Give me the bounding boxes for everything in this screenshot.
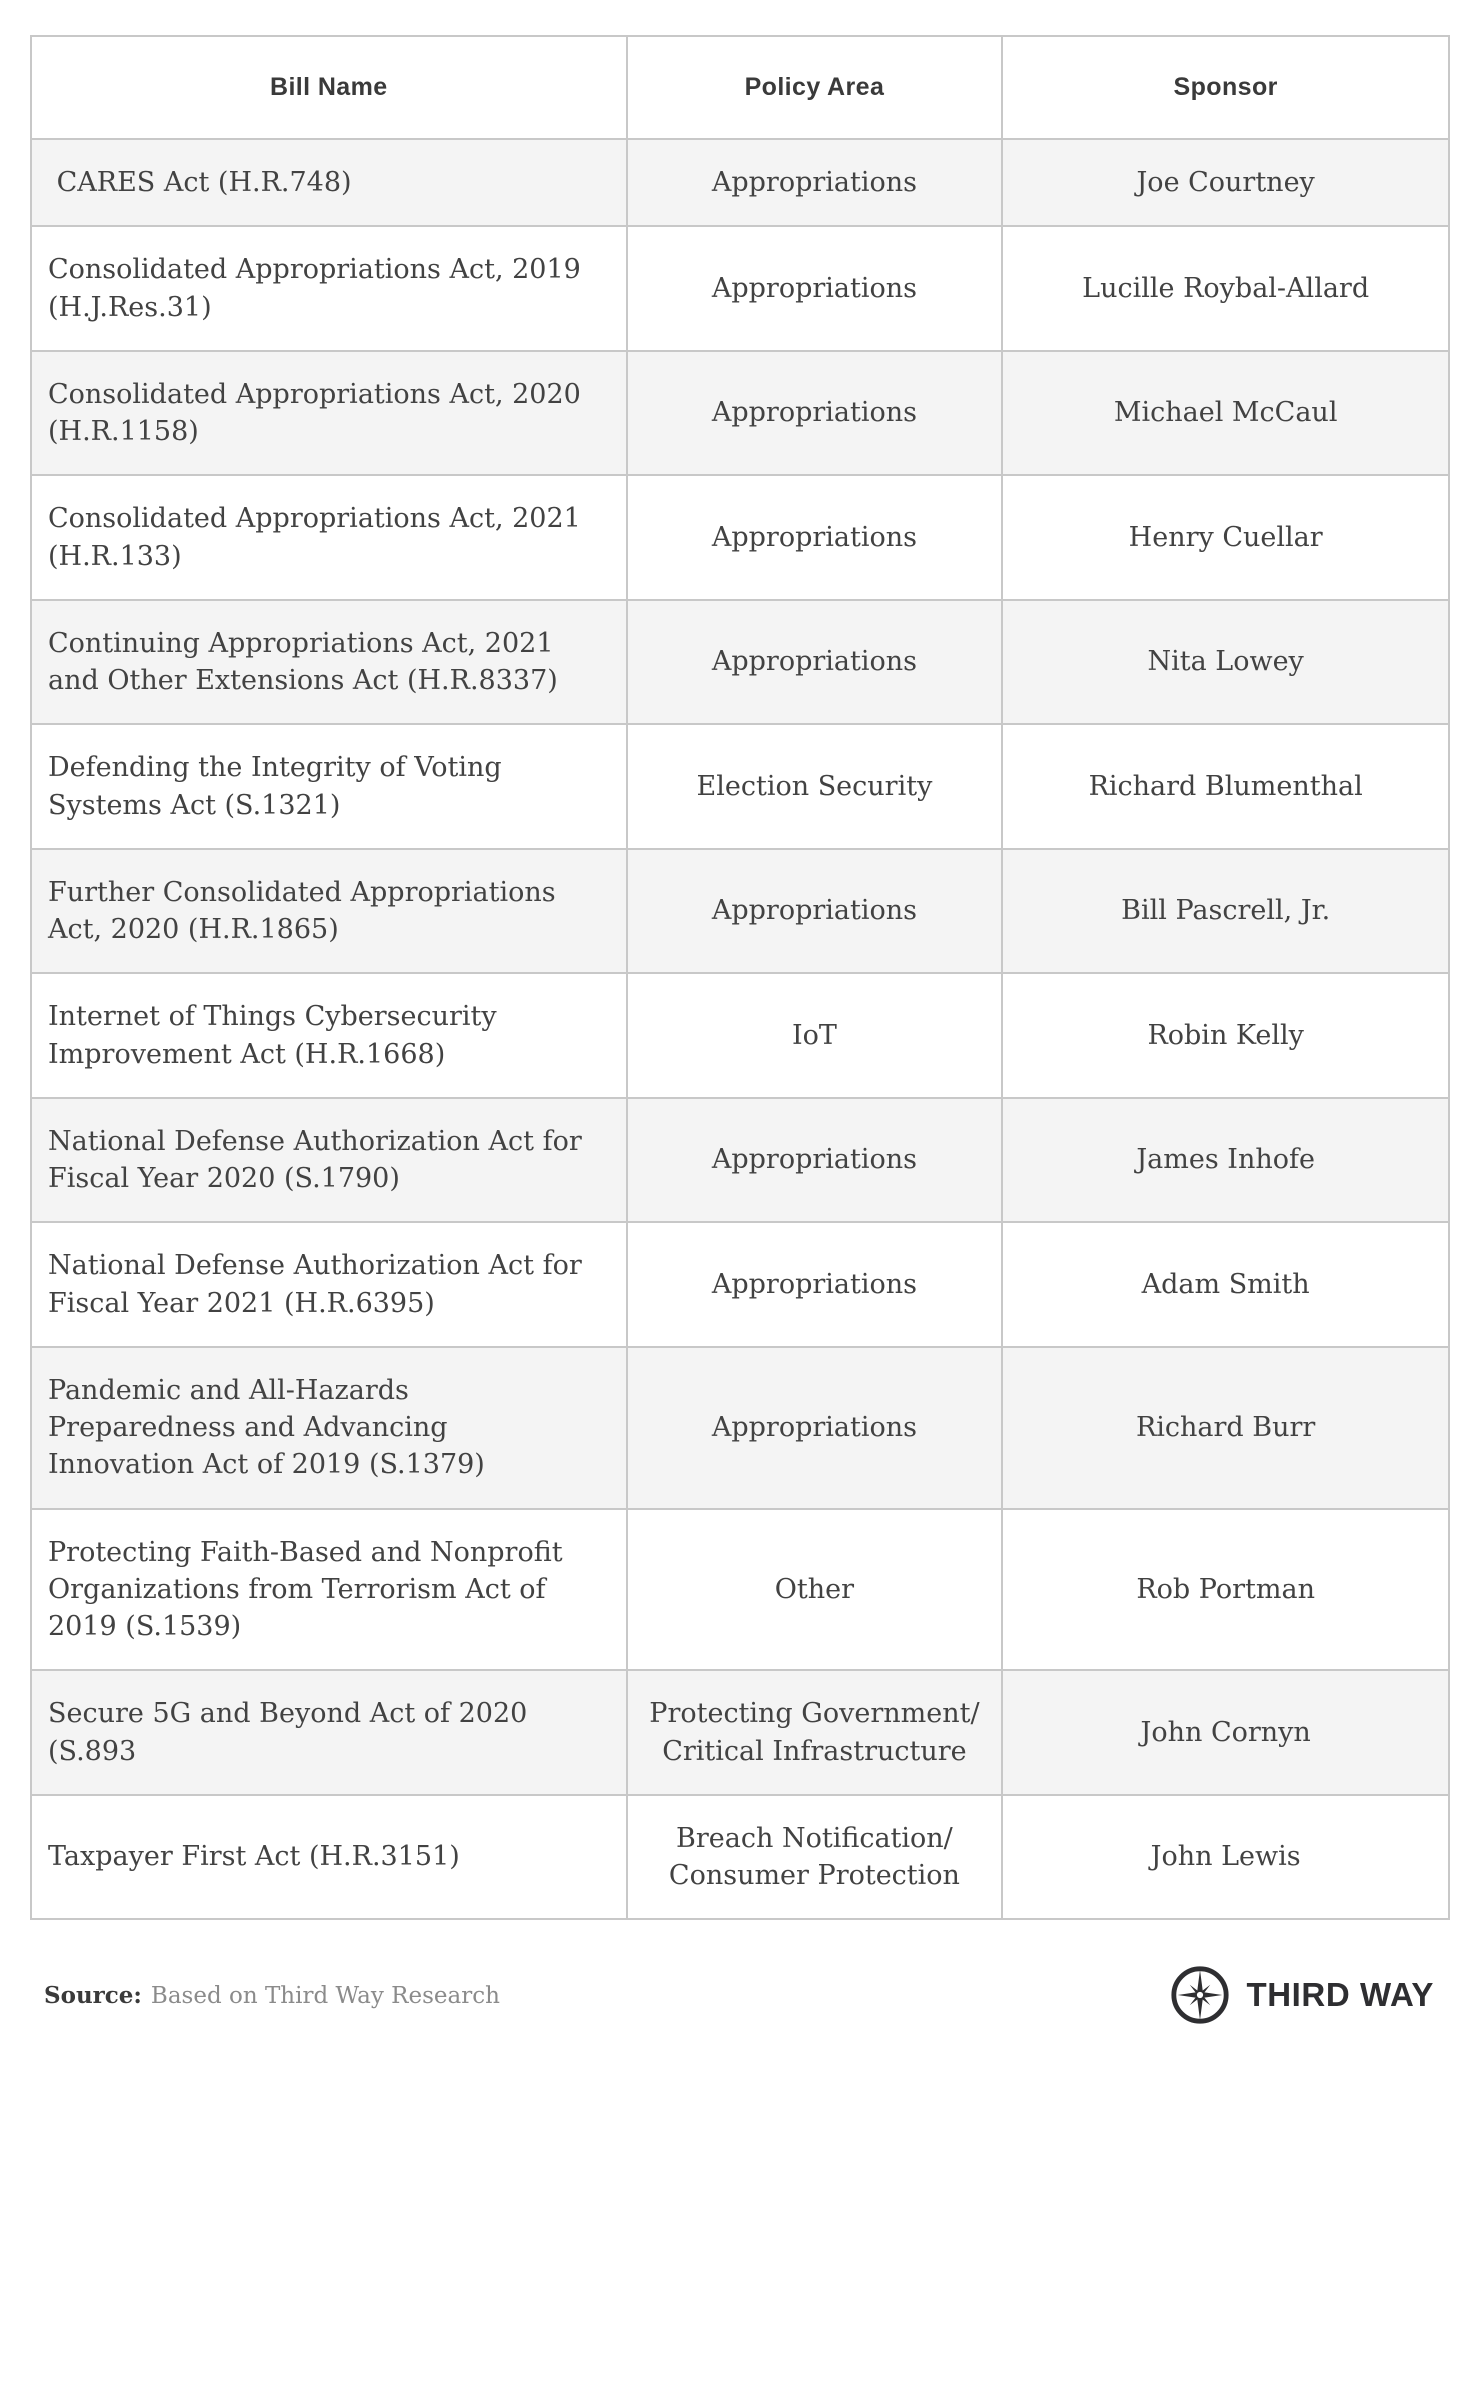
col-header-sponsor: Sponsor (1002, 36, 1449, 139)
table-row (31, 475, 1449, 600)
table-row (31, 1670, 1449, 1795)
policy-area-cell: Appropriations (627, 1098, 1003, 1223)
sponsor-cell: Nita Lowey (1002, 600, 1449, 725)
sponsor-cell: Robin Kelly (1002, 973, 1449, 1098)
table-row (31, 849, 1449, 974)
bill-name-cell: Consolidated Appropriations Act, 2021 (H.R.133) (31, 475, 627, 600)
source-text: Based on Third Way Research (150, 1982, 500, 2009)
table-row (31, 1098, 1449, 1223)
sponsor-cell: Joe Courtney (1002, 139, 1449, 226)
bill-name-cell: Protecting Faith-Based and Nonprofit Organizations from Terrorism Act of 2019 (S.1539) (31, 1509, 627, 1671)
col-header-policy-area: Policy Area (627, 36, 1003, 139)
bill-name-cell: Further Consolidated Appropriations Act, 2020 (H.R.1865) (31, 849, 627, 974)
source-label: Source: (44, 1981, 142, 2009)
sponsor-cell: John Cornyn (1002, 1670, 1449, 1795)
policy-area-cell: Protecting Government/ Critical Infrastructure (627, 1670, 1003, 1795)
policy-area-cell: Appropriations (627, 1222, 1003, 1347)
third-way-logo (1169, 1964, 1434, 2026)
compass-icon (1169, 1964, 1231, 2026)
bill-name-cell: National Defense Authorization Act for Fiscal Year 2021 (H.R.6395) (31, 1222, 627, 1347)
sponsor-cell: Bill Pascrell, Jr. (1002, 849, 1449, 974)
table-row (31, 724, 1449, 849)
table-row (31, 351, 1449, 476)
table-row (31, 600, 1449, 725)
bill-name-cell: Consolidated Appropriations Act, 2019 (H.J.Res.31) (31, 226, 627, 351)
table-row (31, 1795, 1449, 1920)
sponsor-cell: Adam Smith (1002, 1222, 1449, 1347)
bill-name-cell: Taxpayer First Act (H.R.3151) (31, 1795, 627, 1920)
source-note (44, 1982, 500, 2009)
bill-name-cell: Defending the Integrity of Voting Systems Act (S.1321) (31, 724, 627, 849)
table-row (31, 1222, 1449, 1347)
header-row (31, 36, 1449, 139)
sponsor-cell: Michael McCaul (1002, 351, 1449, 476)
bills-table (30, 35, 1450, 1920)
policy-area-cell: Other (627, 1509, 1003, 1671)
policy-area-cell: Appropriations (627, 139, 1003, 226)
bill-name-cell: Pandemic and All-Hazards Preparedness and Advancing Innovation Act of 2019 (S.1379) (31, 1347, 627, 1509)
bill-name-cell: CARES Act (H.R.748) (31, 139, 627, 226)
bill-name-cell: Secure 5G and Beyond Act of 2020 (S.893 (31, 1670, 627, 1795)
sponsor-cell: Rob Portman (1002, 1509, 1449, 1671)
table-row (31, 1347, 1449, 1509)
policy-area-cell: Election Security (627, 724, 1003, 849)
footer (30, 1964, 1450, 2026)
policy-area-cell: Appropriations (627, 849, 1003, 974)
policy-area-cell: IoT (627, 973, 1003, 1098)
sponsor-cell: Henry Cuellar (1002, 475, 1449, 600)
policy-area-cell: Appropriations (627, 226, 1003, 351)
bill-name-cell: Consolidated Appropriations Act, 2020 (H.R.1158) (31, 351, 627, 476)
col-header-bill-name: Bill Name (31, 36, 627, 139)
bill-name-cell: National Defense Authorization Act for Fiscal Year 2020 (S.1790) (31, 1098, 627, 1223)
bill-name-cell: Internet of Things Cybersecurity Improvement Act (H.R.1668) (31, 973, 627, 1098)
sponsor-cell: James Inhofe (1002, 1098, 1449, 1223)
table-row (31, 1509, 1449, 1671)
policy-area-cell: Appropriations (627, 600, 1003, 725)
policy-area-cell: Breach Notification/ Consumer Protection (627, 1795, 1003, 1920)
sponsor-cell: Richard Burr (1002, 1347, 1449, 1509)
policy-area-cell: Appropriations (627, 475, 1003, 600)
policy-area-cell: Appropriations (627, 351, 1003, 476)
bill-name-cell: Continuing Appropriations Act, 2021 and Other Extensions Act (H.R.8337) (31, 600, 627, 725)
brand-name: THIRD WAY (1246, 1976, 1434, 2014)
table-row (31, 226, 1449, 351)
table-row (31, 139, 1449, 226)
table-row (31, 973, 1449, 1098)
sponsor-cell: Lucille Roybal-Allard (1002, 226, 1449, 351)
sponsor-cell: John Lewis (1002, 1795, 1449, 1920)
bills-infographic (30, 35, 1450, 2026)
policy-area-cell: Appropriations (627, 1347, 1003, 1509)
sponsor-cell: Richard Blumenthal (1002, 724, 1449, 849)
